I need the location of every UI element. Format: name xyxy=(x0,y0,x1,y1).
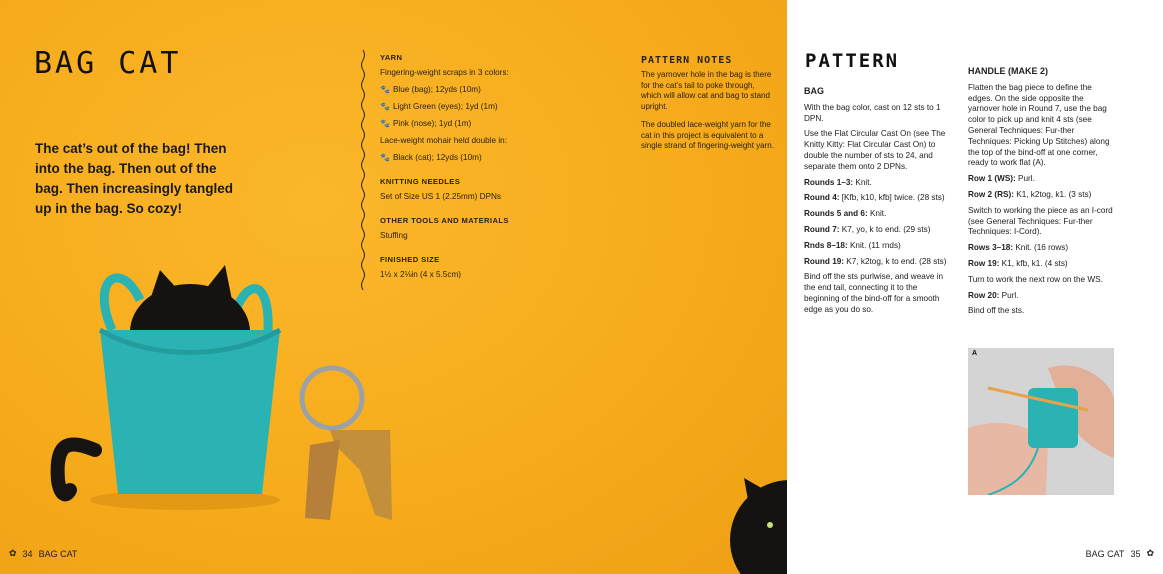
paw-icon: 🐾 xyxy=(380,85,390,94)
instruction: Use the Flat Circular Cast On (see The Knitty Kitty: Flat Circular Cast On) to double the number of sts to 24, and separate them onto 2 DPNs. xyxy=(804,129,946,171)
page-number: 34 xyxy=(22,548,33,559)
instruction: Bind off the sts purlwise, and weave in the end tail, connecting it to the beginning of the bind-off for a smooth edge as you do so. xyxy=(804,272,944,314)
running-title: BAG CAT xyxy=(1085,548,1125,559)
step-photo xyxy=(968,348,1114,495)
instruction: Round 19: K7, k2tog, k to end. (28 sts) xyxy=(804,256,947,266)
page-number: 35 xyxy=(1130,548,1141,559)
running-title: BAG CAT xyxy=(38,548,78,559)
yarn-heading: YARN xyxy=(380,53,403,62)
notes-paragraph: The doubled lace-weight yarn for the cat in this project is equivalent to a single strand of fingering-weight yarn. xyxy=(641,120,774,150)
pattern-notes xyxy=(641,55,775,160)
yarn-item: 🐾 Blue (bag); 12yds (10m) xyxy=(380,85,481,94)
tools-heading: OTHER TOOLS AND MATERIALS xyxy=(380,216,509,225)
materials-list xyxy=(380,52,570,293)
bag-heading: BAG xyxy=(804,86,824,96)
paw-icon: 🐾 xyxy=(380,153,390,162)
size-heading: FINISHED SIZE xyxy=(380,255,440,264)
instruction: Row 19: K1, kfb, k1. (4 sts) xyxy=(968,258,1068,268)
lace-intro: Lace-weight mohair held double in: xyxy=(380,136,507,145)
instruction: Rounds 1–3: Knit. xyxy=(804,177,872,187)
footer-left xyxy=(6,548,80,559)
instruction: Rows 3–18: Knit. (16 rows) xyxy=(968,243,1069,253)
paw-icon: 🐾 xyxy=(380,102,390,111)
instruction: Switch to working the piece as an I-cord (see General Techniques: Fur-ther Techniques: I-Cord). xyxy=(968,205,1113,237)
pattern-title: PATTERN xyxy=(805,50,900,72)
footer-right xyxy=(1083,548,1157,559)
page-title: BAG CAT xyxy=(34,46,182,81)
notes-paragraph: The yarnover hole in the bag is there for the cat’s tail to poke through, which will allow cat and bag to stand upright. xyxy=(641,70,772,111)
instruction: Bind off the sts. xyxy=(968,306,1025,316)
yarn-item: 🐾 Light Green (eyes); 1yd (1m) xyxy=(380,102,498,111)
yarn-item: 🐾 Pink (nose); 1yd (1m) xyxy=(380,119,472,128)
instruction: With the bag color, cast on 12 sts to 1 DPN. xyxy=(804,102,941,123)
photo-label: A xyxy=(972,350,978,357)
yarn-intro: Fingering-weight scraps in 3 colors: xyxy=(380,68,509,77)
needles-heading: KNITTING NEEDLES xyxy=(380,177,461,186)
paw-icon: ✿ xyxy=(1146,548,1154,558)
handle-heading: HANDLE (MAKE 2) xyxy=(968,66,1048,76)
handle-column xyxy=(968,66,1116,322)
instruction: Rnds 8–18: Knit. (11 rnds) xyxy=(804,240,901,250)
instruction: Round 4: [Kfb, k10, kfb] twice. (28 sts) xyxy=(804,193,945,203)
knitting-hands-image xyxy=(968,348,1114,495)
divider-squiggle xyxy=(360,50,366,290)
tools-text: Stuffing xyxy=(380,231,408,240)
needles-text: Set of Size US 1 (2.25mm) DPNs xyxy=(380,192,502,201)
yarn-item: 🐾 Black (cat); 12yds (10m) xyxy=(380,153,482,162)
instruction: Row 20: Purl. xyxy=(968,290,1019,300)
instruction: Turn to work the next row on the WS. xyxy=(968,274,1103,284)
bag-column xyxy=(804,86,954,321)
instruction: Rounds 5 and 6: Knit. xyxy=(804,209,887,219)
paw-icon: ✿ xyxy=(9,548,17,558)
paw-icon: 🐾 xyxy=(380,119,390,128)
instruction: Flatten the bag piece to define the edges. On the side opposite the yarnover hole in Round 7, use the bag color to pick up and knit 4 sts (see General Techniques: Fur-ther Techniques: Picking Up Stitches) along the top of the bind-off at one corner, ready to work flat (A). xyxy=(968,82,1110,168)
intro-text: The cat’s out of the bag! Then into the bag. Then out of the bag. Then increasingly tangled up in the bag. So cozy! xyxy=(35,141,234,216)
notes-title: PATTERN NOTES xyxy=(641,55,733,66)
instruction: Row 1 (WS): Purl. xyxy=(968,174,1035,184)
instruction: Round 7: K7, yo, k to end. (29 sts) xyxy=(804,224,931,234)
size-text: 1½ x 2⅛in (4 x 5.5cm) xyxy=(380,270,461,279)
instruction: Row 2 (RS): K1, k2tog, k1. (3 sts) xyxy=(968,189,1092,199)
